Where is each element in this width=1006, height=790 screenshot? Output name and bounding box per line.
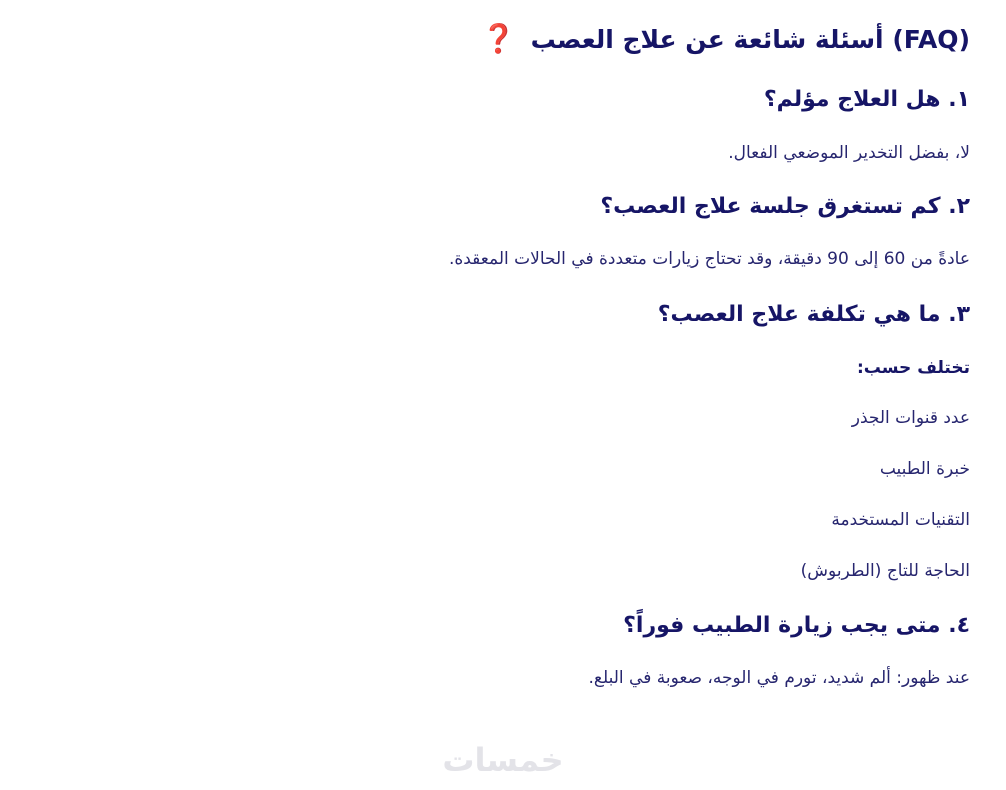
cost-factor-item: التقنيات المستخدمة <box>831 510 970 530</box>
cost-factor-item: الحاجة للتاج (الطربوش) <box>800 561 970 581</box>
watermark-logo: خمسات <box>442 741 564 779</box>
faq-question-2: ٢. كم تستغرق جلسة علاج العصب؟ <box>600 194 970 219</box>
question-mark-icon: ❓ <box>481 22 516 55</box>
faq-title <box>481 22 970 57</box>
faq-question-1: ١. هل العلاج مؤلم؟ <box>763 87 970 112</box>
faq-answer-4: عند ظهور: ألم شديد، تورم في الوجه، صعوبة في البلع. <box>588 668 970 688</box>
faq-question-4: ٤. متى يجب زيارة الطبيب فوراً؟ <box>623 613 970 638</box>
cost-factor-item: خبرة الطبيب <box>879 459 970 479</box>
faq-answer-1: لا، بفضل التخدير الموضعي الفعال. <box>728 143 970 163</box>
faq-question-3: ٣. ما هي تكلفة علاج العصب؟ <box>657 302 970 327</box>
faq-title-text: (FAQ) أسئلة شائعة عن علاج العصب <box>530 25 970 54</box>
faq-answer-2: عادةً من 60 إلى 90 دقيقة، وقد تحتاج زيارات متعددة في الحالات المعقدة. <box>448 249 970 269</box>
faq-answer-3-intro: تختلف حسب: <box>856 358 970 378</box>
cost-factor-item: عدد قنوات الجذر <box>851 408 970 428</box>
